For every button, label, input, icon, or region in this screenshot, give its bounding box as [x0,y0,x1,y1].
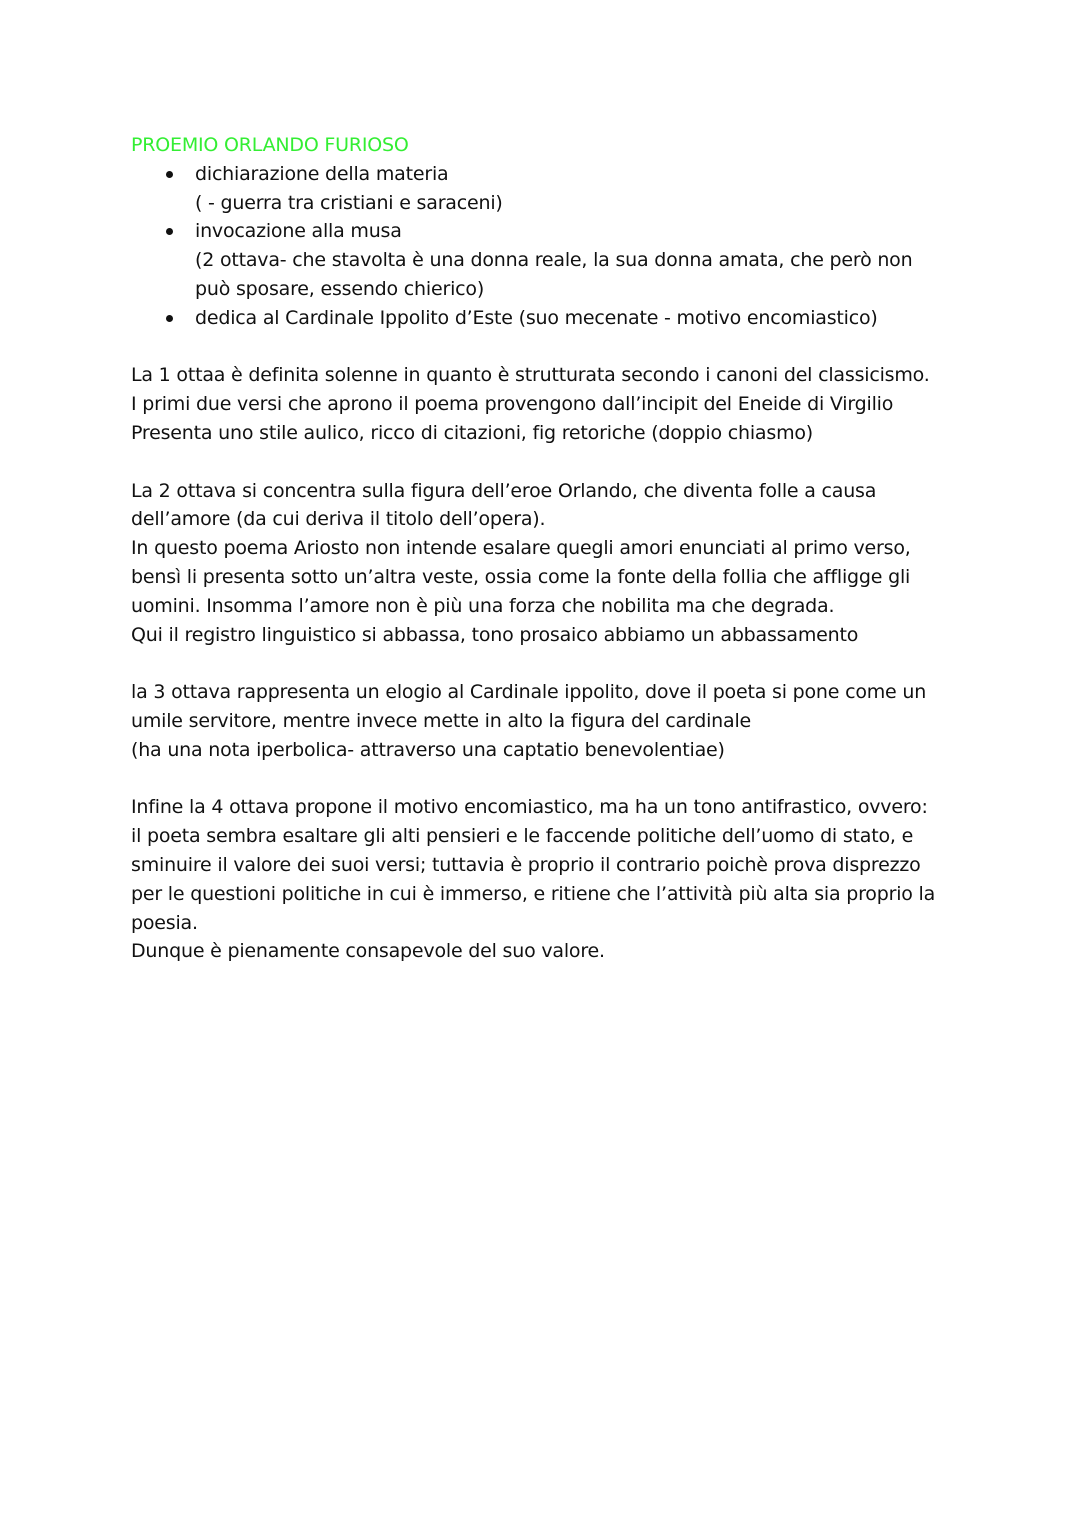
paragraph-line: umile servitore, mentre invece mette in alto la figura del cardinale [131,709,752,732]
paragraph-ottava-1 [131,361,971,447]
list-item-line: ( - guerra tra cristiani e saraceni) [195,191,503,214]
paragraph-line: il poeta sembra esaltare gli alti pensieri e le faccende politiche dell’uomo di stato, e [131,825,914,848]
paragraph-line: per le questioni politiche in cui è immerso, e ritiene che l’attività più alta sia proprio la [131,882,936,905]
bullet-list [131,160,971,333]
paragraph-line: Presenta uno stile aulico, ricco di citazioni, fig retoriche (doppio chiasmo) [131,421,814,444]
paragraph-line: In questo poema Ariosto non intende esalare quegli amori enunciati al primo verso, [131,537,911,560]
document-page [131,131,971,966]
paragraph-line: dell’amore (da cui deriva il titolo dell’opera). [131,508,546,531]
paragraph-line: la 3 ottava rappresenta un elogio al Cardinale ippolito, dove il poeta si pone come un [131,681,927,704]
paragraph-ottava-3 [131,678,971,764]
list-item-line: dedica al Cardinale Ippolito d’Este (suo mecenate - motivo encomiastico) [195,306,878,329]
list-item [131,304,971,333]
list-item-line: (2 ottava- che stavolta è una donna reale, la sua donna amata, che però non [195,249,913,272]
paragraph-line: Infine la 4 ottava propone il motivo encomiastico, ma ha un tono antifrastico, ovvero: [131,796,928,819]
paragraph-ottava-4 [131,793,971,966]
paragraph-line: (ha una nota iperbolica- attraverso una captatio benevolentiae) [131,738,725,761]
bullet-dot-icon [166,228,173,235]
paragraph-line: La 2 ottava si concentra sulla figura dell’eroe Orlando, che diventa folle a causa [131,479,877,502]
paragraph-gap [131,448,971,477]
paragraph-line: I primi due versi che aprono il poema provengono dall’incipit del Eneide di Virgilio [131,393,894,416]
list-item [131,217,971,303]
bullet-dot-icon [166,171,173,178]
page-title: PROEMIO ORLANDO FURIOSO [131,134,409,156]
paragraph-line: bensì li presenta sotto un’altra veste, ossia come la fonte della follia che affligge gli [131,565,911,588]
paragraph-line: sminuire il valore dei suoi versi; tuttavia è proprio il contrario poichè prova disprezzo [131,853,921,876]
paragraph-line: Dunque è pienamente consapevole del suo valore. [131,940,605,963]
bullet-dot-icon [166,315,173,322]
paragraph-ottava-2 [131,477,971,650]
paragraph-line: uomini. Insomma l’amore non è più una forza che nobilita ma che degrada. [131,594,835,617]
list-item-line: può sposare, essendo chierico) [195,277,485,300]
paragraph-line: La 1 ottaa è definita solenne in quanto è strutturata secondo i canoni del classicismo. [131,364,930,387]
paragraph-line: Qui il registro linguistico si abbassa, tono prosaico abbiamo un abbassamento [131,623,859,646]
list-item-line: dichiarazione della materia [195,162,449,185]
paragraph-gap [131,765,971,794]
paragraph-gap [131,649,971,678]
paragraph-gap [131,333,971,362]
list-item [131,160,971,218]
paragraph-line: poesia. [131,911,198,934]
list-item-line: invocazione alla musa [195,220,402,243]
